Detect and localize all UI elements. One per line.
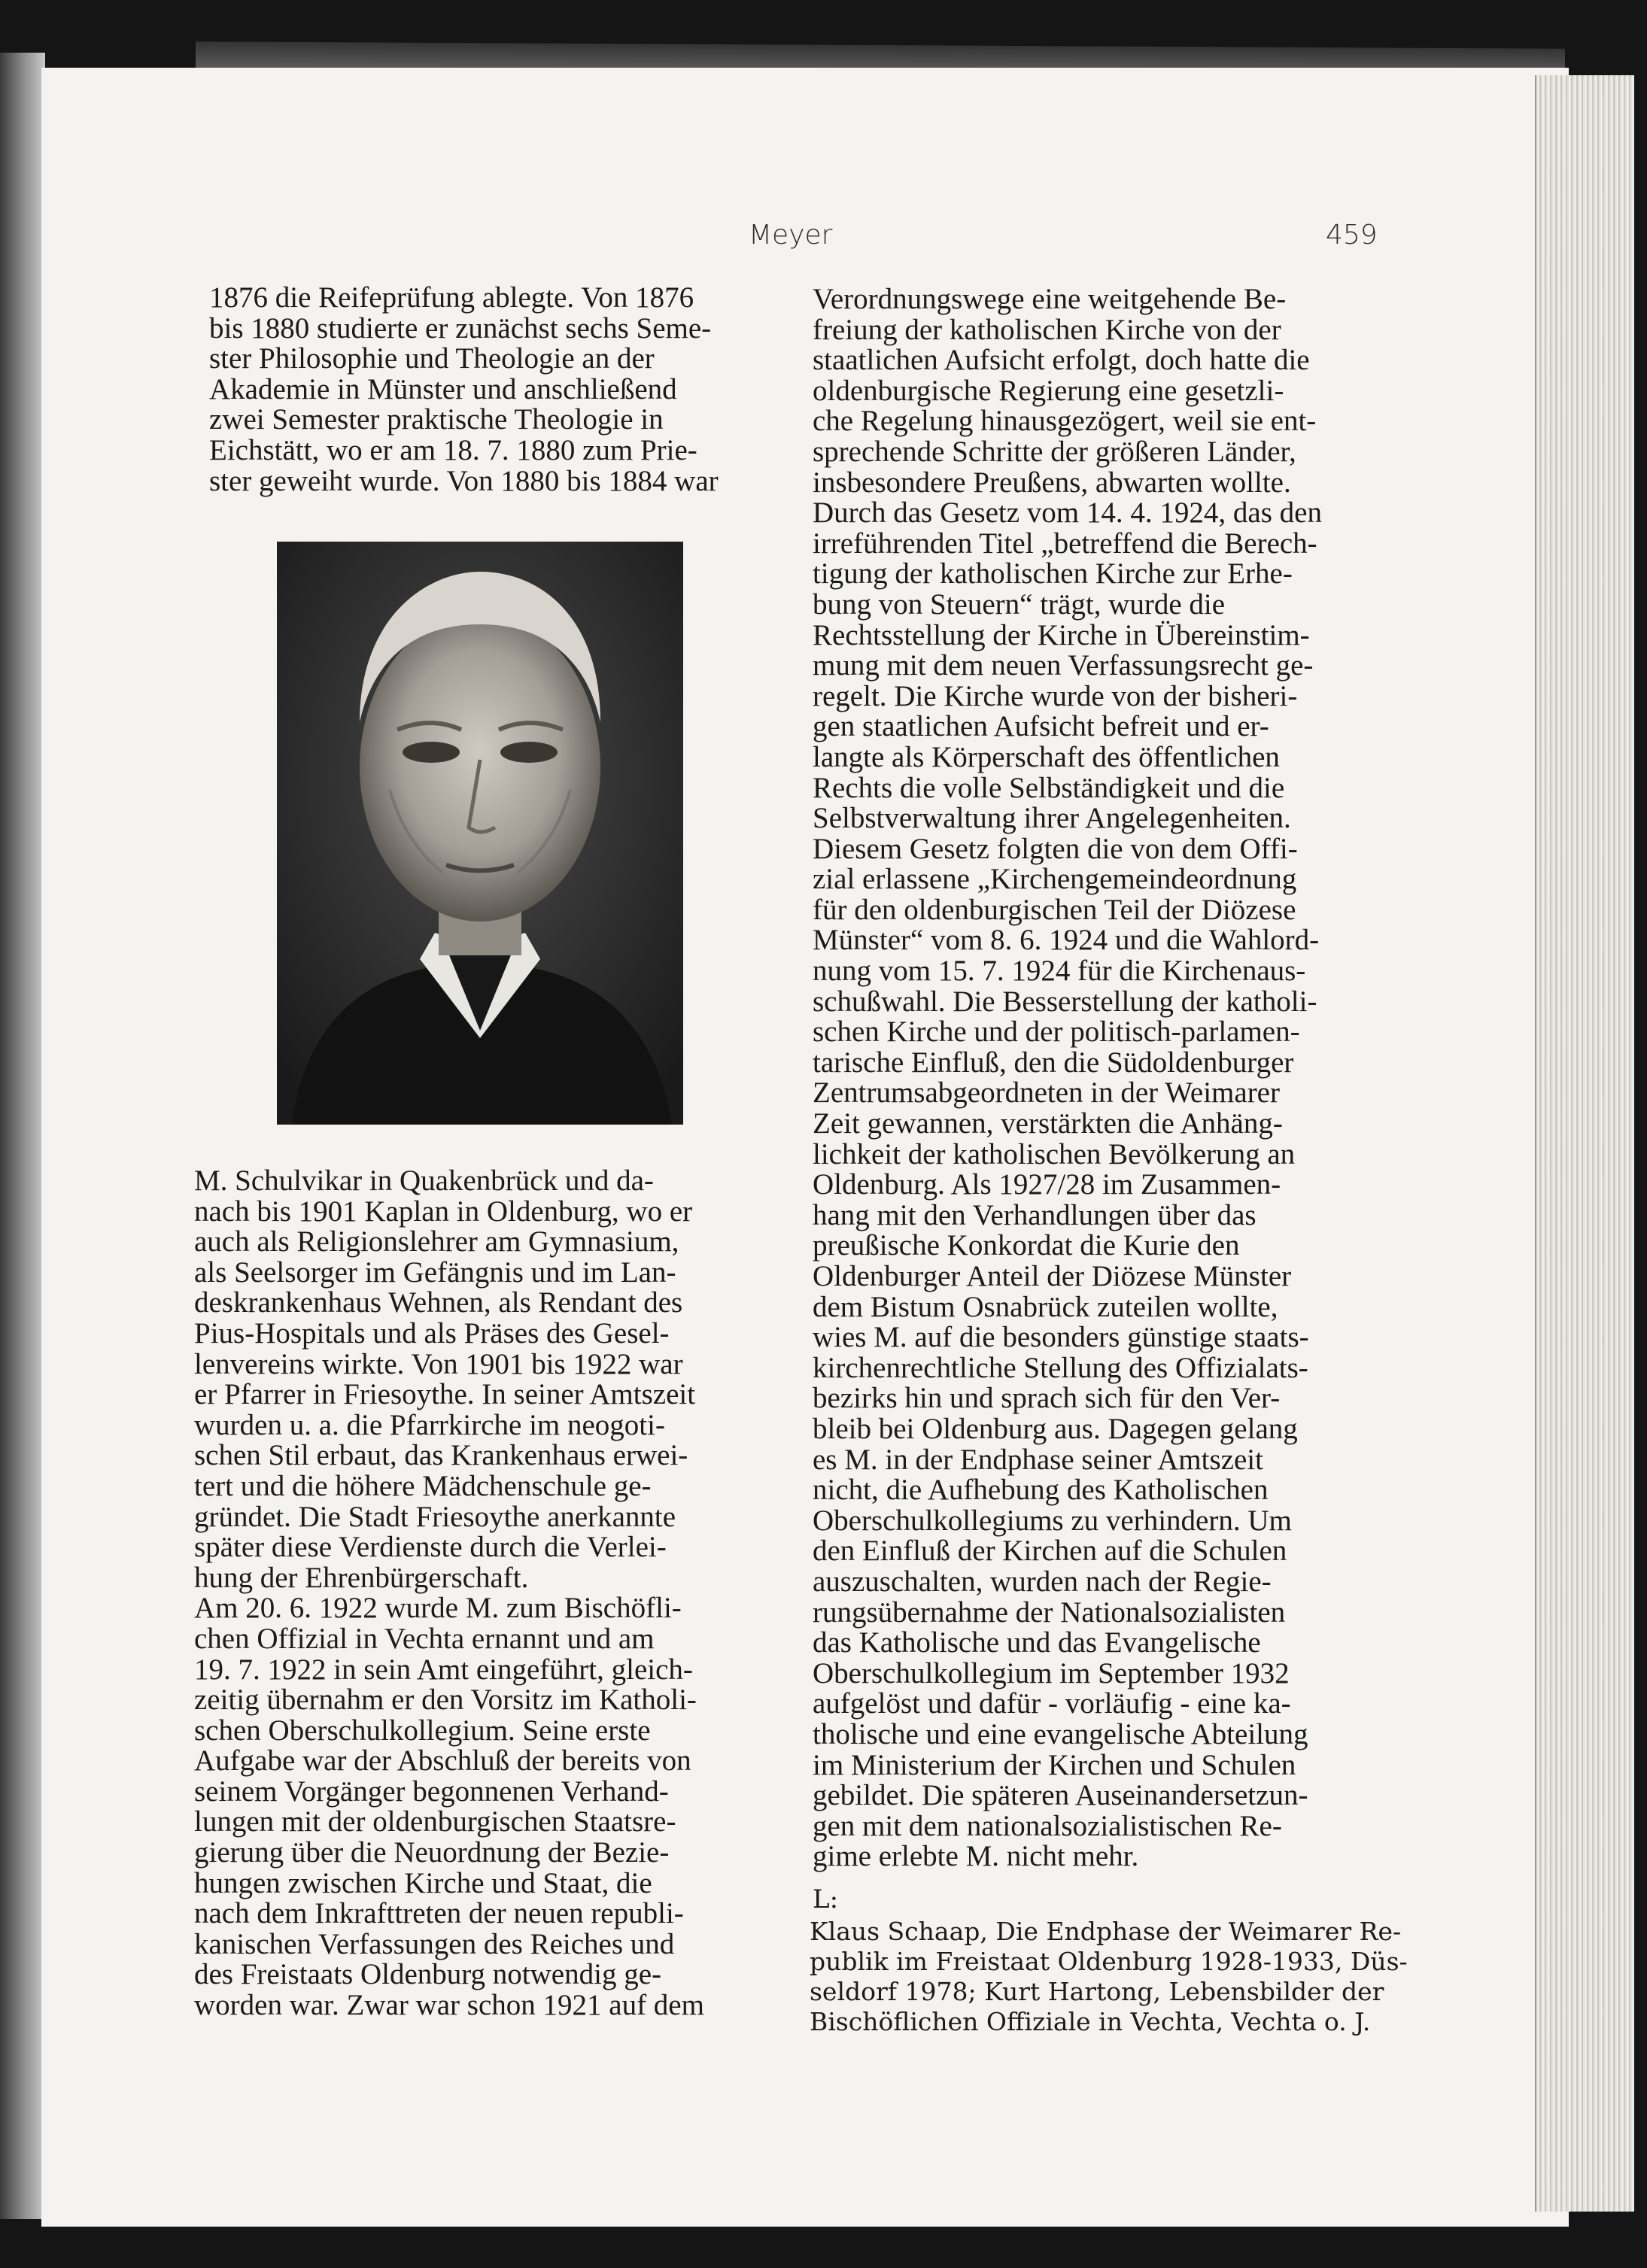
- book-spine: [0, 53, 45, 2219]
- page-edges: [1535, 75, 1634, 2212]
- left-column-bottom-text: M. Schulvikar in Quakenbrück und da- nach bis 1901 Kaplan in Oldenburg, wo er auch als Religionslehrer am Gymnasium, als Seelsorger im Gefängnis und im Lan- deskrankenhaus Wehnen, als Rendant des Pius-Hospitals und als Präses des Gesel- lenvereins wirkte. Von 1901 bis 1922 war er Pfarrer in Friesoythe. In seiner Amtszeit wurden u. a. die Pfarrkirche im neogoti- schen Stil erbaut, das Krankenhaus erwei- tert und die höhere Mädchenschule ge- gründet. Die Stadt Friesoythe anerkannte später diese Verdienste durch die Verlei- hung der Ehrenbürgerschaft. Am 20. 6. 1922 wurde M. zum Bischöfli- chen Offizial in Vechta ernannt und am 19. 7. 1922 in sein Amt eingeführt, gleich- zeitig übernahm er den Vorsitz im Katholi- schen Oberschulkollegium. Seine erste Aufgabe war der Abschluß der bereits von seinem Vorgänger begonnenen Verhand- lungen mit der oldenburgischen Staatsre- gierung über die Neuordnung der Bezie- hungen zwischen Kirche und Staat, die nach dem Inkrafttreten der neuen republi- kanischen Verfassungen des Reiches und des Freistaats Oldenburg notwendig ge- worden war. Zwar war schon 1921 auf dem: [194, 1164, 704, 2022]
- right-column-text: Verordnungswege eine weitgehende Be- freiung der katholischen Kirche von der staatlichen Aufsicht erfolgt, doch hatte die oldenburgische Regierung eine gesetzli- che Regelung hinausgezögert, weil sie ent- sprechende Schritte der größeren Länder, insbesondere Preußens, abwarten wollte. Durch das Gesetz vom 14. 4. 1924, das den irreführenden Titel „betreffend die Berech- tigung der katholischen Kirche zur Erhe- bung von Steuern“ trägt, wurde die Rechtsstellung der Kirche in Übereinstim- mung mit dem neuen Verfassungsrecht ge- regelt. Die Kirche wurde von der bisheri- gen staatlichen Aufsicht befreit und er- langte als Körperschaft des öffentlichen Rechts die volle Selbständigkeit und die Selbstverwaltung ihrer Angelegenheiten. Diesem Gesetz folgten die von dem Offi- zial erlassene „Kirchengemeindeordnung für den oldenburgischen Teil der Diözese Münster“ vom 8. 6. 1924 und die Wahlord- nung vom 15. 7. 1924 für die Kirchenaus- schußwahl. Die Besserstellung der katholi- schen Kirche und der politisch-parlamen- tarische Einfluß, den die Südoldenburger Zentrumsabgeordneten in der Weimarer Zeit gewannen, verstärkten die Anhäng- lichkeit der katholischen Bevölkerung an Oldenburg. Als 1927/28 im Zusammen- hang mit den Verhandlungen über das preußische Konkordat die Kurie den Oldenburger Anteil der Diözese Münster dem Bistum Osnabrück zuteilen wollte, wies M. auf die besonders günstige staats- kirchenrechtliche Stellung des Offizialats- bezirks hin und sprach sich für den Ver- bleib bei Oldenburg aus. Dagegen gelang es M. in der Endphase seiner Amtszeit nicht, die Aufhebung des Katholischen Oberschulkollegiums zu verhindern. Um den Einfluß der Kirchen auf die Schulen auszuschalten, wurden nach der Regie- rungsübernahme der Nationalsozialisten das Katholische und das Evangelische Oberschulkollegium im September 1932 aufgelöst und dafür - vorläufig - eine ka- tholische und eine evangelische Abteilung im Ministerium der Kirchen und Schulen gebildet. Die späteren Auseinandersetzun- gen mit dem nationalsozialistischen Re- gime erlebte M. nicht mehr.: [813, 283, 1322, 1873]
- literature-references: Klaus Schaap, Die Endphase der Weimarer Re- publik im Freistaat Oldenburg 1928-1933, Düs- seldorf 1978; Kurt Hartong, Lebensbilder der Bischöflichen Offiziale in Vechta, Vechta o. J.: [810, 1917, 1408, 2036]
- left-column-top-text: 1876 die Reifeprüfung ablegte. Von 1876 bis 1880 studierte er zunächst sechs Seme- ster Philosophie und Theologie an der Akademie in Münster und anschließend zwei Semester praktische Theologie in Eichstätt, wo er am 18. 7. 1880 zum Prie- ster geweiht wurde. Von 1880 bis 1884 war: [209, 281, 719, 497]
- page-number: 459: [1326, 220, 1378, 250]
- portrait-photo: [277, 542, 683, 1125]
- running-head: Meyer: [749, 220, 833, 250]
- literature-label: L:: [813, 1884, 839, 1914]
